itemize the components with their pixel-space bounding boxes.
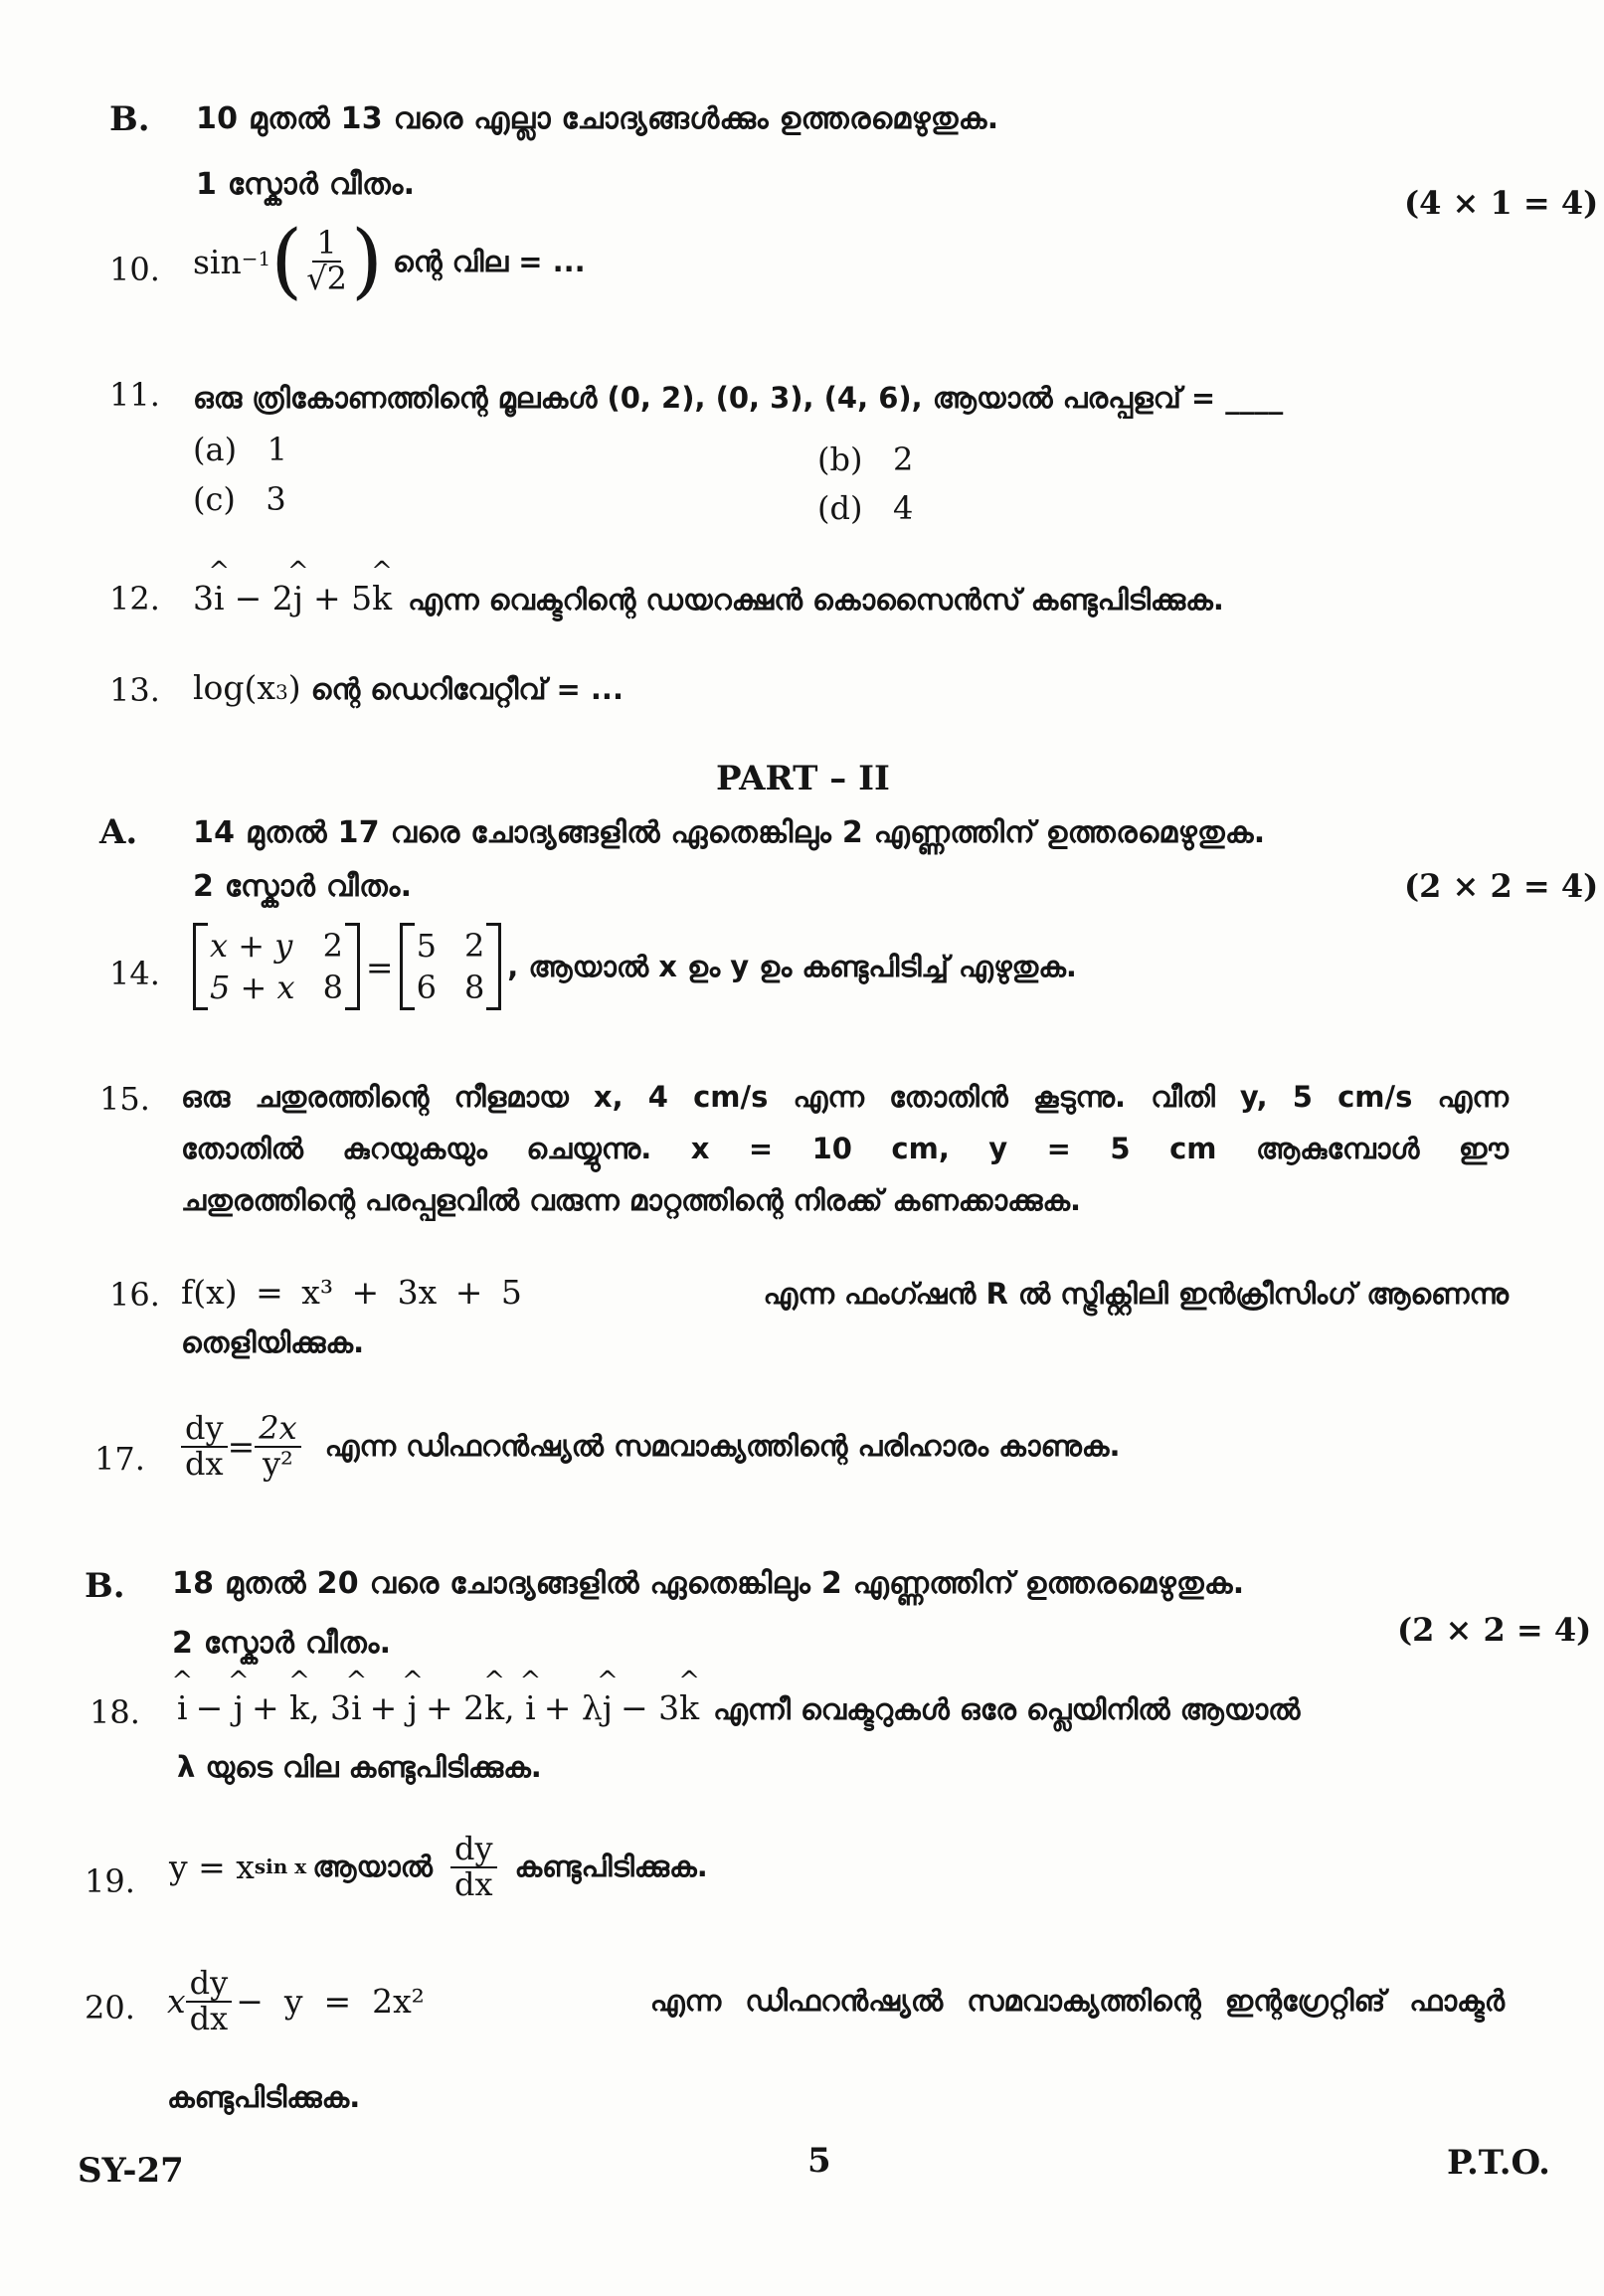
left-paren: ( [270,214,303,308]
unit-vector-k: ^ k [679,1688,699,1727]
q12-term: − 2 [234,579,293,618]
section-a-marks: (2 × 2 = 4) [1404,867,1599,905]
matrix-cell: 2 [322,927,343,965]
page-number: 5 [807,2141,831,2181]
section-a-score-note: 2 സ്കോർ വീതം. [193,869,413,904]
q10-exponent: −1 [241,247,271,270]
q17-text: എന്ന ഡിഫറൻഷ്യൽ സമവാക്യത്തിന്റെ പരിഹാരം കാണുക. [324,1429,1121,1464]
q19-mid-text: ആയാൽ [312,1850,433,1884]
q10-denominator: √2 [306,260,347,297]
unit-vector-j: ^ j [234,1688,244,1727]
q17-fraction-right [255,1409,300,1483]
option-value: 4 [892,489,914,527]
q19-exponent: sin x [254,1854,307,1878]
section-b2-score-note: 2 സ്കോർ വീതം. [172,1626,392,1661]
unit-vector-j: ^ j [293,579,303,618]
unit-vector-i: ^ i [177,1688,188,1727]
separator: , 3 [309,1688,352,1727]
q15-line-3: ചതുരത്തിന്റെ പരപ്പളവിൽ വരുന്ന മാറ്റത്തിന്റെ നിരക്ക് കണക്കാക്കുക. [181,1183,1082,1217]
option-value: 3 [266,480,286,518]
q12-text: എന്ന വെക്ടറിന്റെ ഡയറക്ഷൻ കൊസൈൻസ് കണ്ടുപിടിക്കുക. [408,583,1224,617]
numerator: dy [450,1833,497,1868]
section-b-label: B. [109,99,150,139]
matrix-cell: 6 [416,969,437,1006]
q16-text: എന്ന ഫംഗ്ഷൻ R ൽ സ്ട്രിക്റ്റിലി ഇൻക്രീസിംഗ് ആണെന്നു [763,1277,1509,1311]
q16-line-2: തെളിയിക്കുക. [181,1325,365,1359]
q16-expr: f(x) = x³ + 3x + 5 [181,1273,522,1312]
section-b-instruction: 10 മുതൽ 13 വരെ എല്ലാ ചോദ്യങ്ങൾക്കും ഉത്തരമെഴുതുക. [196,101,999,136]
unit-vector-i: ^ i [214,579,225,618]
q19-fraction [450,1830,497,1903]
section-a-instruction: 14 മുതൽ 17 വരെ ചോദ്യങ്ങളിൽ ഏതെങ്കിലും 2 എണ്ണത്തിന് ഉത്തരമെഴുതുക. [193,815,1266,850]
q13-close: ) [287,668,301,707]
numerator: 2x [255,1412,300,1448]
matrix-cell: 8 [463,969,485,1006]
option-a [193,431,287,468]
part-title: PART – II [716,759,890,798]
q13-expr: log(x [193,668,276,707]
question-17 [181,1409,1121,1483]
unit-vector-j: ^ j [408,1688,418,1727]
operator: + [251,1688,290,1727]
q13-exponent: 3 [275,680,288,704]
q20-line-2: കണ്ടുപിടിക്കുക. [167,2080,361,2114]
question-14 [193,923,1077,1010]
option-value: 2 [892,441,914,478]
operator: + λ [543,1688,603,1727]
q17-fraction-left [181,1409,228,1483]
q18-text: എന്നീ വെക്ടറുകൾ ഒരേ പ്ലെയിനിൽ ആയാൽ [713,1692,1301,1726]
option-c [193,480,286,518]
section-b2-instruction: 18 മുതൽ 20 വരെ ചോദ്യങ്ങളിൽ ഏതെങ്കിലും 2 എണ്ണത്തിന് ഉത്തരമെഴുതുക. [172,1566,1245,1601]
question-number: 15. [99,1080,150,1118]
option-d [817,489,913,527]
question-20 [167,1964,1505,2037]
matrix-left [193,923,360,1010]
numerator: dy [181,1412,228,1448]
operator: − 3 [620,1688,680,1727]
q20-fraction [186,1964,233,2037]
question-16 [181,1273,1509,1312]
question-number: 12. [109,580,160,618]
q20-x: x [167,1982,186,2022]
denominator: y² [262,1444,293,1483]
question-13 [193,668,624,707]
unit-vector-i: ^ i [525,1688,536,1727]
operator: − [195,1688,234,1727]
question-number: 17. [94,1440,145,1478]
right-paren: ) [350,214,383,308]
section-a-label: A. [99,812,138,852]
q14-text: , ആയാൽ x ഉം y ഉം കണ്ടുപിടിച്ച് എഴുതുക. [507,949,1077,983]
section-b-score-note: 1 സ്കോർ വീതം. [196,167,416,202]
q20-rest: − y = 2x² [236,1982,425,2022]
q19-text: കണ്ടുപിടിക്കുക. [514,1850,708,1884]
section-b-marks: (4 × 1 = 4) [1404,184,1599,222]
denominator: dx [453,1864,493,1903]
unit-vector-i: ^ i [351,1688,362,1727]
paper-code: SY-27 [78,2151,184,2191]
q11-text: ഒരു ത്രികോണത്തിന്റെ മൂലകൾ (0, 2), (0, 3), (4, 6), ആയാൽ പരപ്പളവ് = ____ [193,381,1284,415]
q13-text: ന്റെ ഡെറിവേറ്റീവ് = ... [310,672,624,706]
q20-text: എന്ന ഡിഫറൻഷ്യൽ സമവാക്യത്തിന്റെ ഇന്റഗ്രേറ്റിങ് ഫാക്ടർ [649,1984,1505,2019]
q12-term: + 5 [312,579,373,618]
numerator: dy [186,1967,233,2003]
matrix-cell: 2 [463,927,485,965]
q10-numerator: 1 [312,227,340,263]
question-19 [169,1830,708,1903]
question-10 [193,214,586,308]
unit-vector-k: ^ k [484,1688,504,1727]
matrix-cell: 8 [322,969,343,1006]
question-number: 19. [85,1862,135,1900]
question-number: 13. [109,671,160,709]
equals-sign: = [227,1427,256,1467]
section-b2-marks: (2 × 2 = 4) [1397,1611,1592,1649]
option-label: (d) [817,489,863,527]
option-value: 1 [267,431,287,468]
question-number: 14. [109,955,160,992]
q10-text: ന്റെ വില = ... [392,244,586,278]
matrix-cell: x + y [210,927,293,965]
q15-line-1: ഒരു ചതുരത്തിന്റെ നീളമായ x, 4 cm/s എന്ന തോതിൻ കൂടുന്നു. വീതി y, 5 cm/s എന്ന [181,1080,1509,1114]
question-number: 16. [109,1276,160,1314]
option-label: (c) [193,480,236,518]
q15-line-2: തോതിൽ കുറയുകയും ചെയ്യുന്നു. x = 10 cm, y = 5 cm ആകുമ്പോൾ ഈ [181,1132,1509,1165]
operator: + 2 [426,1688,485,1727]
question-number: 10. [109,251,160,288]
question-number: 18. [89,1693,140,1731]
denominator: dx [189,1999,229,2037]
unit-vector-k: ^ k [289,1688,309,1727]
q18-line-2: λ യുടെ വില കണ്ടുപിടിക്കുക. [177,1750,542,1784]
section-b2-label: B. [85,1566,125,1606]
operator: + [369,1688,408,1727]
q19-expr: y = x [169,1848,255,1887]
denominator: dx [185,1444,224,1483]
q12-coef: 3 [193,579,214,618]
option-label: (a) [193,431,238,468]
question-number: 20. [85,1989,135,2027]
matrix-cell: 5 + x [210,969,295,1006]
q20-equation [167,1964,425,2037]
question-12 [193,579,1224,618]
separator: , [504,1688,526,1727]
option-b [817,441,913,478]
equals-sign: = [365,947,394,986]
pto-label: P.T.O. [1447,2143,1550,2183]
matrix-right [400,923,502,1010]
q10-function: sin [193,242,242,281]
matrix-cell: 5 [416,927,437,965]
question-number: 11. [109,376,160,414]
question-18 [177,1688,1300,1727]
unit-vector-j: ^ j [603,1688,613,1727]
unit-vector-k: ^ k [372,579,392,618]
option-label: (b) [817,441,863,478]
q10-fraction [302,224,351,297]
